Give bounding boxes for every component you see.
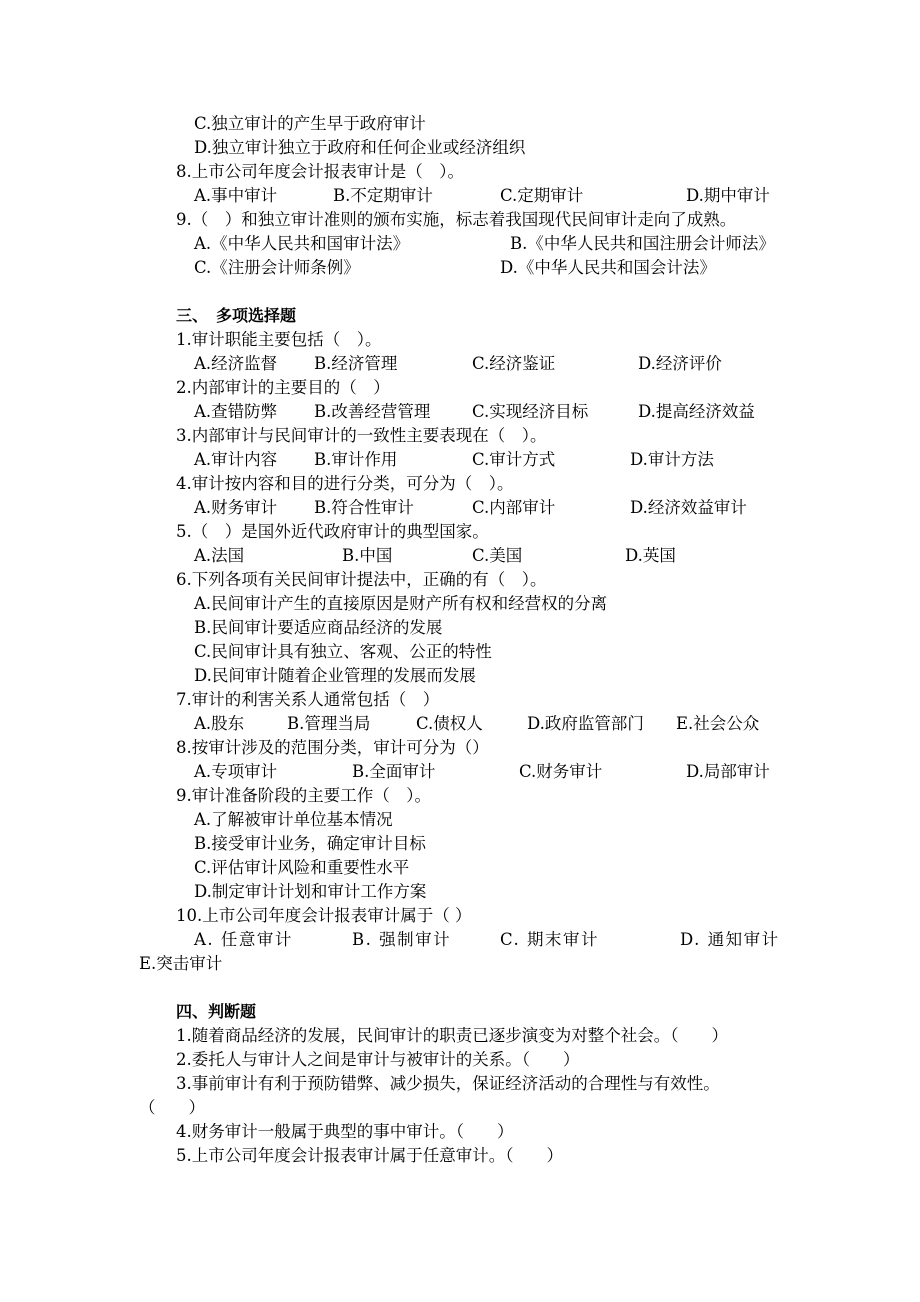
- option: A.经济监督: [194, 354, 278, 373]
- option-line: D.独立审计独立于政府和任何企业或经济组织: [194, 138, 526, 157]
- option: C.经济鉴证: [472, 354, 556, 373]
- option: A.查错防弊: [194, 402, 278, 421]
- option: C.定期审计: [500, 186, 584, 205]
- option: A. 任意审计: [194, 930, 293, 949]
- option: C.财务审计: [519, 762, 603, 781]
- option: D.政府监管部门: [527, 714, 644, 733]
- option: D.英国: [625, 546, 676, 565]
- option: B.符合性审计: [314, 498, 414, 517]
- option: B.管理当局: [287, 714, 371, 733]
- option: A.事中审计: [194, 186, 278, 205]
- question-text: 5.（ ）是国外近代政府审计的典型国家。: [176, 522, 489, 541]
- option-line: C.评估审计风险和重要性水平: [194, 858, 410, 877]
- option: D.经济评价: [638, 354, 722, 373]
- judgment-item: 4.财务审计一般属于典型的事中审计。（ ）: [176, 1122, 514, 1141]
- option: E.社会公众: [676, 714, 760, 733]
- option-line: C.民间审计具有独立、客观、公正的特性: [194, 642, 492, 661]
- option: B.不定期审计: [333, 186, 433, 205]
- option: C.内部审计: [472, 498, 556, 517]
- question-text: 1.审计职能主要包括（ ）。: [176, 330, 382, 349]
- option: B.《中华人民共和国注册会计师法》: [510, 234, 775, 253]
- question-text: 9.（ ）和独立审计准则的颁布实施，标志着我国现代民间审计走向了成熟。: [176, 210, 737, 229]
- option: B.全面审计: [352, 762, 436, 781]
- option: D.审计方法: [630, 450, 714, 469]
- option: A.审计内容: [194, 450, 278, 469]
- option: E.突击审计: [139, 954, 223, 973]
- question-text: 6.下列各项有关民间审计提法中，正确的有（ ）。: [176, 570, 547, 589]
- question-text: 4.审计按内容和目的进行分类，可分为（ ）。: [176, 474, 514, 493]
- option: C.审计方式: [472, 450, 556, 469]
- section-heading: 四、判断题: [176, 1002, 257, 1021]
- option: D.经济效益审计: [630, 498, 747, 517]
- option: A.股东: [194, 714, 245, 733]
- question-text: 2.内部审计的主要目的（ ）: [176, 378, 390, 397]
- option: C.债权人: [416, 714, 483, 733]
- option: A.《中华人民共和国审计法》: [194, 234, 410, 253]
- option-line: B.民间审计要适应商品经济的发展: [194, 618, 443, 637]
- option: C.实现经济目标: [472, 402, 589, 421]
- option: B.改善经营管理: [314, 402, 431, 421]
- option: C. 期末审计: [500, 930, 600, 949]
- question-text: 8.上市公司年度会计报表审计是（ ）。: [176, 162, 464, 181]
- option: D.局部审计: [686, 762, 770, 781]
- option: B.中国: [342, 546, 393, 565]
- option: D. 通知审计: [680, 930, 780, 949]
- judgment-item: 5.上市公司年度会计报表审计属于任意审计。（ ）: [176, 1146, 563, 1165]
- option: B.审计作用: [314, 450, 398, 469]
- option: C.《注册会计师条例》: [194, 258, 360, 277]
- judgment-item: 2.委托人与审计人之间是审计与被审计的关系。（ ）: [176, 1050, 580, 1069]
- option: A.专项审计: [194, 762, 278, 781]
- question-text: 7.审计的利害关系人通常包括（ ）: [176, 690, 440, 709]
- question-text: 3.内部审计与民间审计的一致性主要表现在（ ）。: [176, 426, 547, 445]
- option-line: D.制定审计计划和审计工作方案: [194, 882, 427, 901]
- question-text: 8.按审计涉及的范围分类，审计可分为（）: [176, 738, 489, 757]
- option-line: D.民间审计随着企业管理的发展而发展: [194, 666, 476, 685]
- option: B. 强制审计: [352, 930, 452, 949]
- option-line: B.接受审计业务，确定审计目标: [194, 834, 426, 853]
- option: B.经济管理: [314, 354, 398, 373]
- option-line: A.了解被审计单位基本情况: [194, 810, 393, 829]
- option: D.期中审计: [686, 186, 770, 205]
- option: A.法国: [194, 546, 245, 565]
- option-line: A.民间审计产生的直接原因是财产所有权和经营权的分离: [194, 594, 608, 613]
- section-heading: 三、 多项选择题: [176, 306, 297, 325]
- question-text: 9.审计准备阶段的主要工作（ ）。: [176, 786, 431, 805]
- option: D.《中华人民共和国会计法》: [500, 258, 716, 277]
- judgment-item: 3.事前审计有利于预防错弊、减少损失，保证经济活动的合理性与有效性。: [176, 1074, 720, 1093]
- option: D.提高经济效益: [638, 402, 755, 421]
- option-line: C.独立审计的产生早于政府审计: [194, 114, 426, 133]
- question-text: 10.上市公司年度会计报表审计属于（ ）: [176, 906, 472, 925]
- judgment-item: 1.随着商品经济的发展，民间审计的职责已逐步演变为对整个社会。（ ）: [176, 1026, 728, 1045]
- option: C.美国: [472, 546, 523, 565]
- judgment-item-continuation: （ ）: [139, 1098, 205, 1117]
- option: A.财务审计: [194, 498, 278, 517]
